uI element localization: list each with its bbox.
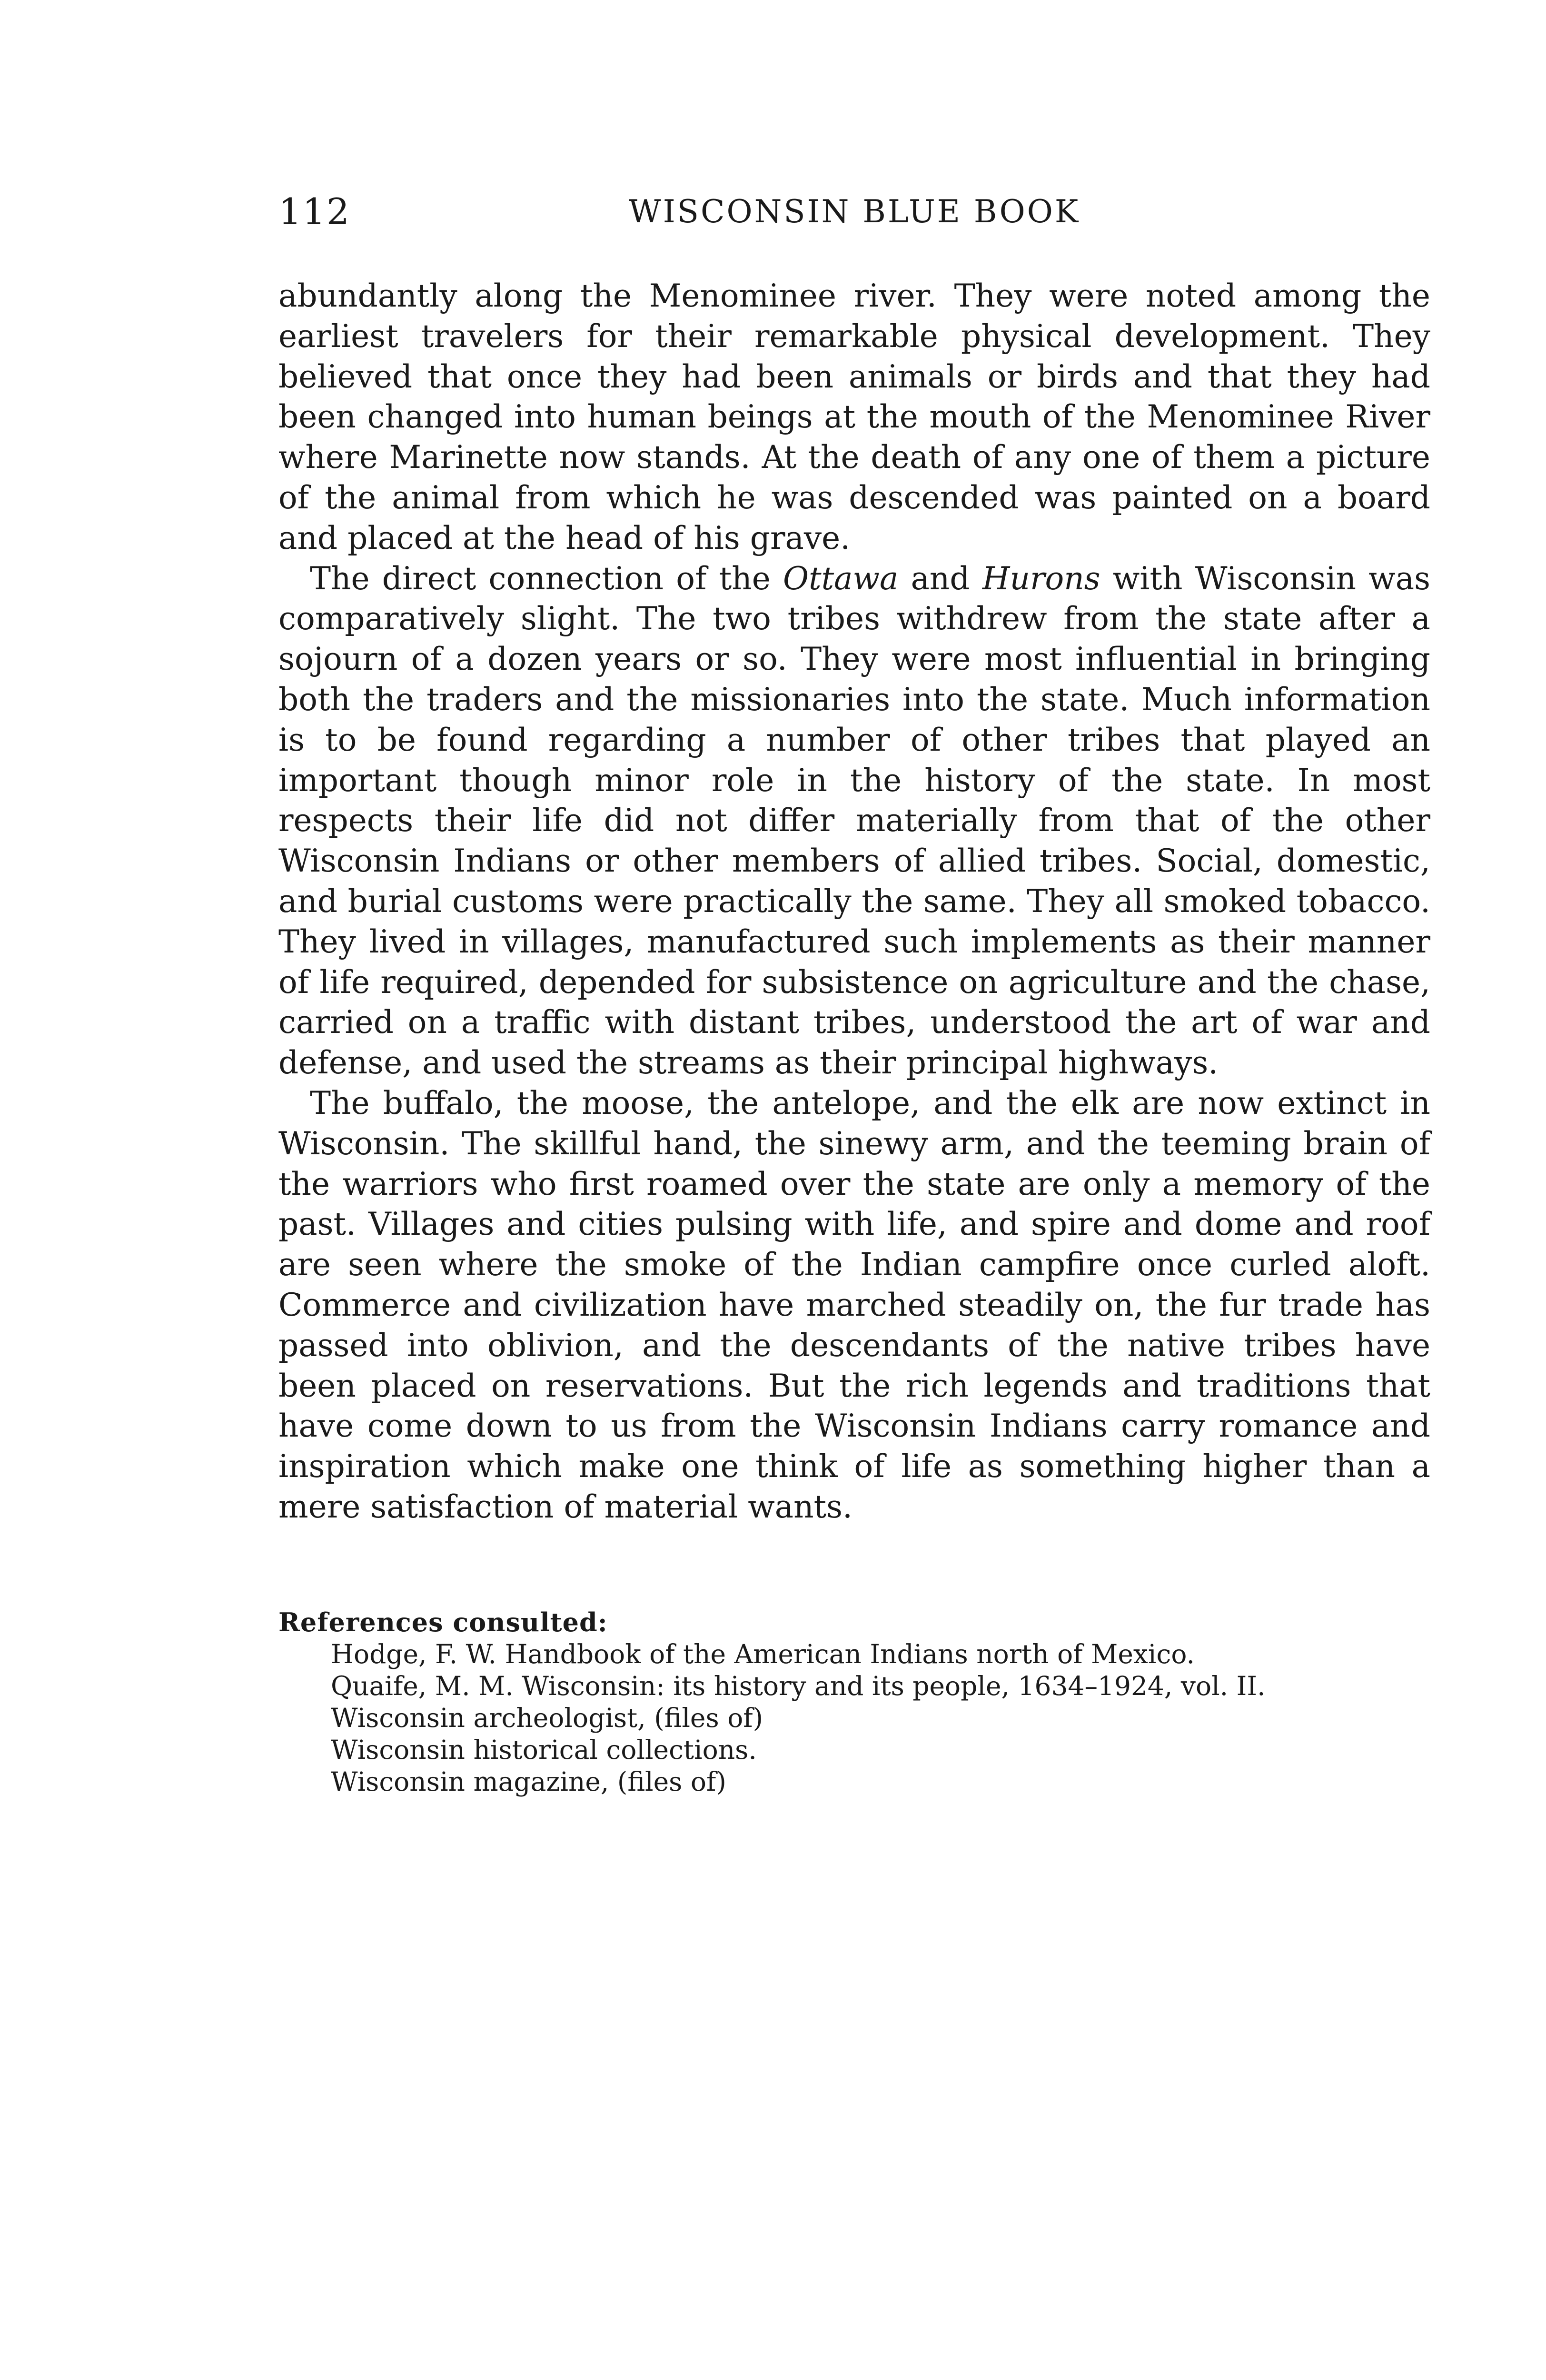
paragraph-2-text-c: with Wisconsin was comparatively slight. The two tribes withdrew from the state after a sojourn of a dozen years or so. They were most influential in bringing both the traders and the missionaries into the state. Much information is to be found regarding a number of other tribes that played an important though minor role in the history of the state. In most respects their life did not differ materially from that of the other Wisconsin Indians or other members of allied tribes. Social, domestic, and burial customs were practically the same. They all smoked tobacco. They lived in villages, manufactured such implements as their manner of life required, depended for subsistence on agriculture and the chase, carried on a traffic with distant tribes, understood the art of war and defense, and used the streams as their principal highways. bbox=[278, 560, 1430, 1081]
running-head bbox=[278, 190, 1430, 243]
page-number: 112 bbox=[278, 190, 351, 233]
tribe-name-ottawa: Ottawa bbox=[783, 560, 899, 597]
paragraph-3-text: The buffalo, the moose, the antelope, and the elk are now extinct in Wisconsin. The skillful hand, the sinewy arm, and the teeming brain of the warriors who first roamed over the state are only a memory of the past. Villages and cities pulsing with life, and spire and dome and roof are seen where the smoke of the Indian campfire once curled aloft. Commerce and civilization have marched steadily on, the fur trade has passed into oblivion, and the descendants of the native tribes have been placed on reservations. But the rich legends and traditions that have come down to us from the Wisconsin Indians carry romance and inspiration which make one think of life as something higher than a mere satisfaction of material wants. bbox=[278, 1084, 1430, 1525]
reference-item: Wisconsin archeologist, (files of) bbox=[331, 1703, 763, 1733]
reference-item: Hodge, F. W. Handbook of the American Indians north of Mexico. bbox=[331, 1639, 1195, 1669]
running-title: WISCONSIN BLUE BOOK bbox=[628, 193, 1080, 230]
paragraph-3 bbox=[278, 1083, 1430, 1527]
tribe-name-hurons: Hurons bbox=[982, 560, 1100, 597]
paragraph-1 bbox=[278, 276, 1430, 559]
references-list bbox=[278, 1638, 1430, 1798]
reference-item: Wisconsin magazine, (files of) bbox=[331, 1766, 726, 1797]
reference-item: Wisconsin historical collections. bbox=[331, 1735, 757, 1765]
references-section bbox=[278, 1606, 1430, 1798]
body-text bbox=[278, 276, 1430, 1527]
paragraph-2 bbox=[278, 559, 1430, 1083]
references-heading: References consulted: bbox=[278, 1607, 608, 1637]
paragraph-2-text-b: and bbox=[898, 560, 982, 597]
paragraph-2-text-a: The direct connection of the bbox=[310, 560, 783, 597]
reference-item: Quaife, M. M. Wisconsin: its history and its people, 1634–1924, vol. II. bbox=[331, 1671, 1266, 1701]
paragraph-1-text: abundantly along the Menominee river. They were noted among the earliest travelers for their remarkable physical development. They believed that once they had been animals or birds and that they had been changed into human beings at the mouth of the Menominee River where Marinette now stands. At the death of any one of them a picture of the animal from which he was descended was painted on a board and placed at the head of his grave. bbox=[278, 278, 1430, 556]
